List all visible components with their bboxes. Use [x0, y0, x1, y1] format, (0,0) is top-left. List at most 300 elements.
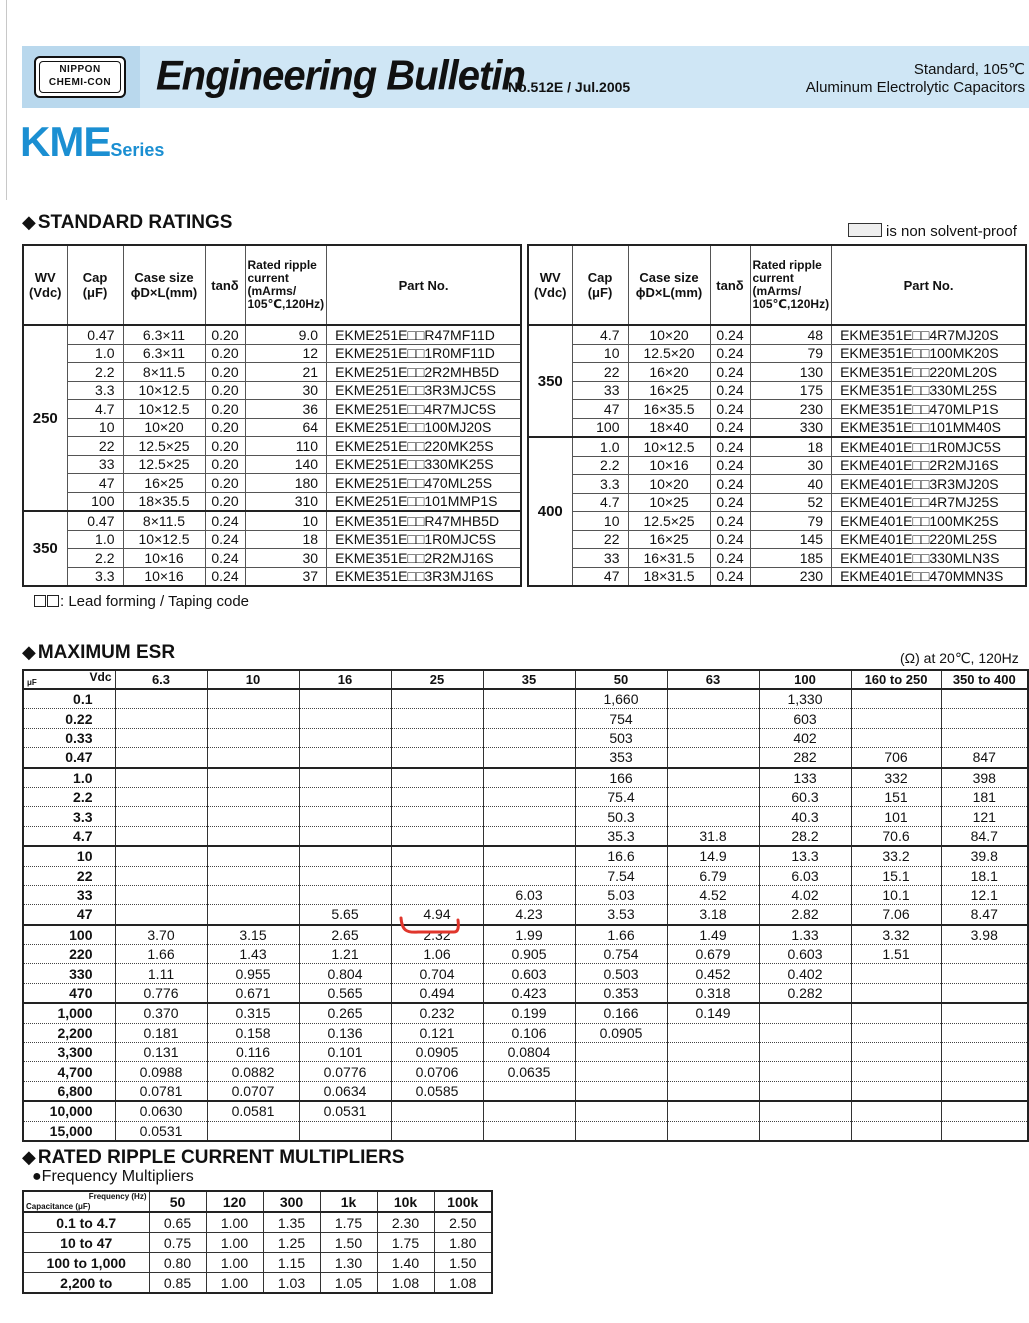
esr-value-cell: 75.4	[575, 787, 667, 806]
esr-value-cell: 0.503	[575, 964, 667, 983]
esr-value-cell: 0.0581	[207, 1101, 299, 1121]
part-number-cell: EKME351E□□1R0MJC5S	[327, 530, 521, 549]
capacitance-cell: 33	[23, 885, 115, 904]
case-size-cell: 18×40	[628, 418, 710, 437]
esr-value-cell: 13.3	[759, 846, 851, 866]
esr-value-cell: 7.06	[851, 905, 941, 925]
esr-value-cell: 0.0905	[391, 1043, 483, 1062]
tan-cell: 0.20	[205, 325, 245, 344]
esr-value-cell: 706	[851, 748, 941, 768]
esr-value-cell	[483, 1101, 575, 1121]
esr-value-cell	[667, 807, 759, 826]
esr-value-cell	[941, 1121, 1028, 1141]
esr-value-cell	[115, 689, 207, 709]
esr-value-cell	[483, 1121, 575, 1141]
cap-cell: 1.0	[67, 344, 123, 363]
table-row	[23, 381, 521, 400]
multiplier-cell: 1.75	[377, 1233, 434, 1253]
esr-value-cell: 0.704	[391, 964, 483, 983]
table-row	[23, 1043, 1028, 1062]
part-number-cell: EKME401E□□220ML25S	[832, 530, 1026, 549]
tan-cell: 0.20	[205, 474, 245, 493]
ripple-cell: 145	[750, 530, 832, 549]
cap-cell: 1.0	[572, 437, 628, 456]
esr-value-cell: 10.1	[851, 885, 941, 904]
table-row	[528, 418, 1026, 437]
ripple-cell: 175	[750, 381, 832, 400]
table-row	[23, 549, 521, 568]
multiplier-cell: 1.00	[206, 1233, 263, 1253]
ripple-cell: 30	[245, 549, 327, 568]
esr-corner-header	[23, 670, 115, 689]
diamond-icon: ◆	[22, 212, 36, 232]
esr-value-cell	[391, 846, 483, 866]
multiplier-cell: 1.00	[206, 1273, 263, 1294]
esr-value-cell	[941, 689, 1028, 709]
esr-value-cell	[207, 866, 299, 885]
ripple-cell: 230	[750, 400, 832, 419]
esr-value-cell	[115, 826, 207, 846]
esr-value-cell	[115, 905, 207, 925]
esr-value-cell: 0.0635	[483, 1062, 575, 1081]
esr-value-cell: 0.603	[759, 945, 851, 964]
table-row	[23, 325, 521, 344]
cap-cell: 3.3	[572, 475, 628, 494]
tan-cell: 0.24	[710, 567, 750, 586]
esr-value-cell: 1.33	[759, 925, 851, 945]
case-size-cell: 10×12.5	[123, 530, 205, 549]
esr-value-cell: 101	[851, 807, 941, 826]
case-size-cell: 12.5×25	[628, 512, 710, 531]
header-product-type: Aluminum Electrolytic Capacitors	[805, 79, 1025, 96]
esr-value-cell: 0.158	[207, 1023, 299, 1042]
tan-cell: 0.24	[205, 511, 245, 530]
cap-cell: 22	[572, 530, 628, 549]
case-size-cell: 10×20	[123, 418, 205, 437]
wv-cell: 350	[528, 325, 572, 437]
esr-value-cell: 6.03	[759, 866, 851, 885]
cap-cell: 47	[67, 474, 123, 493]
esr-value-cell: 1.66	[115, 945, 207, 964]
table-row	[23, 1212, 492, 1233]
part-number-cell: EKME251E□□101MMP1S	[327, 492, 521, 511]
esr-value-cell: 35.3	[575, 826, 667, 846]
esr-value-cell	[115, 748, 207, 768]
tan-cell: 0.20	[205, 381, 245, 400]
table-row	[23, 945, 1028, 964]
voltage-header: 10	[207, 670, 299, 689]
table-row	[528, 400, 1026, 419]
frequency-header: 10k	[377, 1191, 434, 1212]
esr-value-cell	[667, 1121, 759, 1141]
part-number-cell: EKME351E□□470MLP1S	[832, 400, 1026, 419]
cap-cell: 4.7	[572, 493, 628, 512]
voltage-header: 160 to 250	[851, 670, 941, 689]
capacitance-cell: 100	[23, 925, 115, 945]
ripple-cell: 110	[245, 437, 327, 456]
esr-value-cell: 4.23	[483, 905, 575, 925]
header-standard: Standard, 105℃	[913, 61, 1025, 78]
esr-value-cell: 0.0706	[391, 1062, 483, 1081]
esr-value-cell	[207, 748, 299, 768]
esr-value-cell: 18.1	[941, 866, 1028, 885]
tan-cell: 0.20	[205, 418, 245, 437]
esr-value-cell: 0.0630	[115, 1101, 207, 1121]
bulletin-header	[22, 46, 1029, 108]
legend-box-icon	[848, 223, 882, 237]
esr-value-cell	[207, 905, 299, 925]
logo-block	[22, 46, 140, 108]
ratings-table-right	[527, 244, 1027, 587]
tan-cell: 0.20	[205, 363, 245, 382]
esr-value-cell	[667, 1081, 759, 1101]
esr-value-cell	[299, 768, 391, 788]
diamond-icon: ◆	[22, 642, 36, 662]
esr-value-cell	[851, 709, 941, 728]
esr-unit-note: (Ω) at 20℃, 120Hz	[900, 650, 1019, 666]
esr-value-cell: 0.603	[483, 964, 575, 983]
esr-value-cell	[759, 1043, 851, 1062]
table-row	[23, 418, 521, 437]
capacitance-cell: 15,000	[23, 1121, 115, 1141]
esr-value-cell	[483, 689, 575, 709]
esr-value-cell: 33.2	[851, 846, 941, 866]
case-size-cell: 12.5×20	[628, 344, 710, 363]
capacitance-cell: 2.2	[23, 787, 115, 806]
esr-value-cell	[207, 826, 299, 846]
esr-value-cell: 0.452	[667, 964, 759, 983]
esr-value-cell	[941, 1023, 1028, 1042]
cap-cell: 100	[67, 492, 123, 511]
tan-cell: 0.24	[710, 475, 750, 494]
esr-value-cell	[299, 807, 391, 826]
table-row	[23, 846, 1028, 866]
ripple-cell: 52	[750, 493, 832, 512]
esr-value-cell	[759, 1023, 851, 1042]
esr-value-cell	[851, 1062, 941, 1081]
esr-value-cell: 0.905	[483, 945, 575, 964]
red-underline-annotation	[398, 914, 460, 936]
case-size-cell: 16×35.5	[628, 400, 710, 419]
capacitance-cell: 470	[23, 983, 115, 1003]
esr-value-cell: 0.402	[759, 964, 851, 983]
esr-value-cell	[207, 885, 299, 904]
wv-cell: 250	[23, 325, 67, 511]
table-row	[23, 1253, 492, 1273]
esr-value-cell	[115, 728, 207, 747]
ripple-current-header: Rated ripple current (mArms/ 105℃,120Hz)	[245, 245, 327, 325]
multiplier-cell: 1.00	[206, 1253, 263, 1273]
case-size-cell: 8×11.5	[123, 511, 205, 530]
table-row	[528, 567, 1026, 586]
part-number-cell: EKME351E□□R47MHB5D	[327, 511, 521, 530]
part-number-cell: EKME351E□□330ML25S	[832, 381, 1026, 400]
part-number-cell: EKME251E□□1R0MF11D	[327, 344, 521, 363]
esr-value-cell: 28.2	[759, 826, 851, 846]
esr-value-cell	[391, 1101, 483, 1121]
esr-value-cell	[391, 768, 483, 788]
esr-value-cell	[575, 1101, 667, 1121]
esr-value-cell	[575, 1081, 667, 1101]
table-row	[528, 493, 1026, 512]
multiplier-cell: 1.03	[263, 1273, 320, 1294]
esr-value-cell: 0.776	[115, 983, 207, 1003]
table-row	[23, 511, 521, 530]
voltage-header: 100	[759, 670, 851, 689]
tan-cell: 0.24	[710, 418, 750, 437]
esr-value-cell	[483, 846, 575, 866]
esr-value-cell	[667, 1062, 759, 1081]
esr-value-cell	[483, 787, 575, 806]
cap-cell: 33	[67, 455, 123, 474]
esr-value-cell	[941, 1081, 1028, 1101]
multiplier-cell: 1.05	[320, 1273, 377, 1294]
capacitance-cell: 4.7	[23, 826, 115, 846]
voltage-header: 6.3	[115, 670, 207, 689]
tan-cell: 0.24	[205, 567, 245, 586]
esr-value-cell	[941, 964, 1028, 983]
part-number-cell: EKME401E□□1R0MJC5S	[832, 437, 1026, 456]
esr-value-cell: 3.98	[941, 925, 1028, 945]
esr-value-cell: 121	[941, 807, 1028, 826]
table-row	[23, 567, 521, 586]
part-number-cell: EKME251E□□4R7MJC5S	[327, 400, 521, 419]
tan-cell: 0.24	[710, 363, 750, 382]
esr-value-cell	[115, 885, 207, 904]
cap-cell: 2.2	[67, 363, 123, 382]
table-row	[23, 363, 521, 382]
part-number-cell: EKME251E□□330MK25S	[327, 455, 521, 474]
esr-value-cell	[299, 885, 391, 904]
esr-value-cell	[391, 728, 483, 747]
esr-value-cell	[483, 709, 575, 728]
esr-value-cell	[667, 689, 759, 709]
case-size-header: Case size ϕD×L(mm)	[628, 245, 710, 325]
voltage-header: 16	[299, 670, 391, 689]
esr-value-cell	[299, 787, 391, 806]
part-number-cell: EKME401E□□470MMN3S	[832, 567, 1026, 586]
multiplier-cell: 1.80	[434, 1233, 492, 1253]
esr-value-cell: 1.06	[391, 945, 483, 964]
esr-value-cell: 282	[759, 748, 851, 768]
diamond-icon: ◆	[22, 1147, 36, 1167]
cap-cell: 2.2	[572, 456, 628, 475]
esr-value-cell: 39.8	[941, 846, 1028, 866]
wv-header: WV (Vdc)	[23, 245, 67, 325]
esr-value-cell	[115, 768, 207, 788]
multiplier-cell: 1.08	[434, 1273, 492, 1294]
ripple-cell: 79	[750, 344, 832, 363]
series-word: Series	[110, 140, 165, 160]
esr-value-cell: 0.423	[483, 983, 575, 1003]
ripple-cell: 330	[750, 418, 832, 437]
multiplier-cell: 1.40	[377, 1253, 434, 1273]
esr-value-cell	[667, 768, 759, 788]
max-esr-title: ◆ MAXIMUM ESR	[22, 642, 176, 663]
ripple-multipliers-title: ◆ RATED RIPPLE CURRENT MULTIPLIERS	[22, 1147, 405, 1168]
multiplier-cell: 1.50	[320, 1233, 377, 1253]
case-size-cell: 10×25	[628, 493, 710, 512]
esr-value-cell	[483, 768, 575, 788]
tan-cell: 0.24	[710, 344, 750, 363]
esr-value-cell	[851, 1121, 941, 1141]
capacitance-range-cell: 2,200 to	[23, 1273, 149, 1294]
case-size-cell: 10×20	[628, 325, 710, 344]
esr-value-cell	[575, 1043, 667, 1062]
esr-value-cell: 1.51	[851, 945, 941, 964]
table-row	[23, 1062, 1028, 1081]
tan-cell: 0.24	[710, 400, 750, 419]
esr-value-cell: 4.52	[667, 885, 759, 904]
tan-cell: 0.20	[205, 492, 245, 511]
esr-value-cell: 0.121	[391, 1023, 483, 1042]
table-row	[23, 866, 1028, 885]
esr-value-cell	[391, 866, 483, 885]
esr-value-cell	[667, 1043, 759, 1062]
tan-delta-header: tanδ	[710, 245, 750, 325]
esr-value-cell	[207, 1121, 299, 1141]
capacitance-cell: 10	[23, 846, 115, 866]
part-number-cell: EKME351E□□4R7MJ20S	[832, 325, 1026, 344]
ripple-cell: 140	[245, 455, 327, 474]
multiplier-cell: 0.65	[149, 1212, 206, 1233]
esr-value-cell	[299, 728, 391, 747]
table-row	[23, 1101, 1028, 1121]
esr-value-cell: 151	[851, 787, 941, 806]
esr-value-cell: 2.82	[759, 905, 851, 925]
table-row	[528, 475, 1026, 494]
cap-cell: 10	[572, 344, 628, 363]
esr-value-cell	[941, 1003, 1028, 1023]
multiplier-cell: 2.30	[377, 1212, 434, 1233]
case-size-cell: 10×16	[628, 456, 710, 475]
ripple-cell: 12	[245, 344, 327, 363]
esr-value-cell	[207, 728, 299, 747]
tan-cell: 0.24	[710, 381, 750, 400]
esr-value-cell	[759, 1003, 851, 1023]
ripple-cell: 310	[245, 492, 327, 511]
table-row	[23, 728, 1028, 747]
esr-value-cell: 1.21	[299, 945, 391, 964]
multiplier-cell: 1.30	[320, 1253, 377, 1273]
esr-value-cell: 1,660	[575, 689, 667, 709]
table-row	[23, 1003, 1028, 1023]
capacitance-cell: 47	[23, 905, 115, 925]
esr-value-cell: 0.754	[575, 945, 667, 964]
multiplier-cell: 2.50	[434, 1212, 492, 1233]
non-solvent-legend: is non solvent-proof	[848, 223, 1017, 240]
capacitance-range-cell: 0.1 to 4.7	[23, 1212, 149, 1233]
esr-value-cell: 1,330	[759, 689, 851, 709]
wv-header: WV (Vdc)	[528, 245, 572, 325]
table-row	[528, 363, 1026, 382]
ripple-cell: 18	[750, 437, 832, 456]
multiplier-cell: 1.25	[263, 1233, 320, 1253]
esr-value-cell: 7.54	[575, 866, 667, 885]
part-number-cell: EKME251E□□220MK25S	[327, 437, 521, 456]
frequency-multipliers-subtitle: ●Frequency Multipliers	[32, 1168, 194, 1185]
esr-value-cell	[941, 945, 1028, 964]
esr-value-cell	[575, 1121, 667, 1141]
esr-value-cell: 0.101	[299, 1043, 391, 1062]
esr-value-cell	[391, 689, 483, 709]
esr-value-cell: 0.265	[299, 1003, 391, 1023]
case-size-cell: 6.3×11	[123, 325, 205, 344]
multiplier-corner-header	[23, 1191, 149, 1212]
esr-value-cell	[667, 1023, 759, 1042]
frequency-header: 100k	[434, 1191, 492, 1212]
esr-value-cell	[667, 709, 759, 728]
esr-value-cell: 3.32	[851, 925, 941, 945]
esr-value-cell: 0.353	[575, 983, 667, 1003]
esr-value-cell	[299, 748, 391, 768]
ratings-table-left	[22, 244, 522, 587]
table-row	[23, 530, 521, 549]
part-number-cell: EKME251E□□3R3MJC5S	[327, 381, 521, 400]
esr-value-cell: 0.955	[207, 964, 299, 983]
ripple-cell: 48	[750, 325, 832, 344]
table-row	[23, 1121, 1028, 1141]
table-row	[23, 925, 1028, 945]
tan-delta-header: tanδ	[205, 245, 245, 325]
esr-value-cell: 84.7	[941, 826, 1028, 846]
bullet-icon: ●	[32, 1168, 42, 1185]
esr-value-cell: 12.1	[941, 885, 1028, 904]
esr-value-cell	[207, 768, 299, 788]
logo-line2: CHEMI-CON	[48, 77, 112, 88]
case-size-cell: 16×25	[123, 474, 205, 493]
table-row	[23, 455, 521, 474]
part-number-cell: EKME351E□□3R3MJ16S	[327, 567, 521, 586]
ripple-cell: 10	[245, 511, 327, 530]
esr-value-cell	[667, 1101, 759, 1121]
esr-value-cell	[759, 1062, 851, 1081]
part-number-cell: EKME401E□□2R2MJ16S	[832, 456, 1026, 475]
ripple-cell: 36	[245, 400, 327, 419]
part-number-cell: EKME251E□□2R2MHB5D	[327, 363, 521, 382]
case-size-cell: 12.5×25	[123, 437, 205, 456]
cap-cell: 22	[67, 437, 123, 456]
voltage-header: 50	[575, 670, 667, 689]
part-number-cell: EKME401E□□330MLN3S	[832, 549, 1026, 568]
part-number-cell: EKME401E□□4R7MJ25S	[832, 493, 1026, 512]
table-row	[23, 964, 1028, 983]
logo-line1: NIPPON	[59, 64, 101, 75]
frequency-multiplier-table	[22, 1190, 493, 1294]
capacitance-cell: 0.47	[23, 748, 115, 768]
esr-value-cell	[667, 748, 759, 768]
table-row	[23, 437, 521, 456]
case-size-cell: 10×20	[628, 475, 710, 494]
multiplier-cell: 1.15	[263, 1253, 320, 1273]
case-size-cell: 10×16	[123, 567, 205, 586]
esr-value-cell: 0.0988	[115, 1062, 207, 1081]
esr-value-cell: 5.03	[575, 885, 667, 904]
case-size-cell: 6.3×11	[123, 344, 205, 363]
esr-value-cell	[115, 807, 207, 826]
esr-value-cell: 3.70	[115, 925, 207, 945]
esr-value-cell	[207, 807, 299, 826]
cap-cell: 47	[572, 567, 628, 586]
esr-value-cell: 5.65	[299, 905, 391, 925]
tan-cell: 0.20	[205, 344, 245, 363]
esr-value-cell: 1.49	[667, 925, 759, 945]
case-size-cell: 10×12.5	[123, 400, 205, 419]
frequency-header: 1k	[320, 1191, 377, 1212]
esr-value-cell	[667, 787, 759, 806]
esr-value-cell	[115, 866, 207, 885]
tan-cell: 0.24	[710, 325, 750, 344]
